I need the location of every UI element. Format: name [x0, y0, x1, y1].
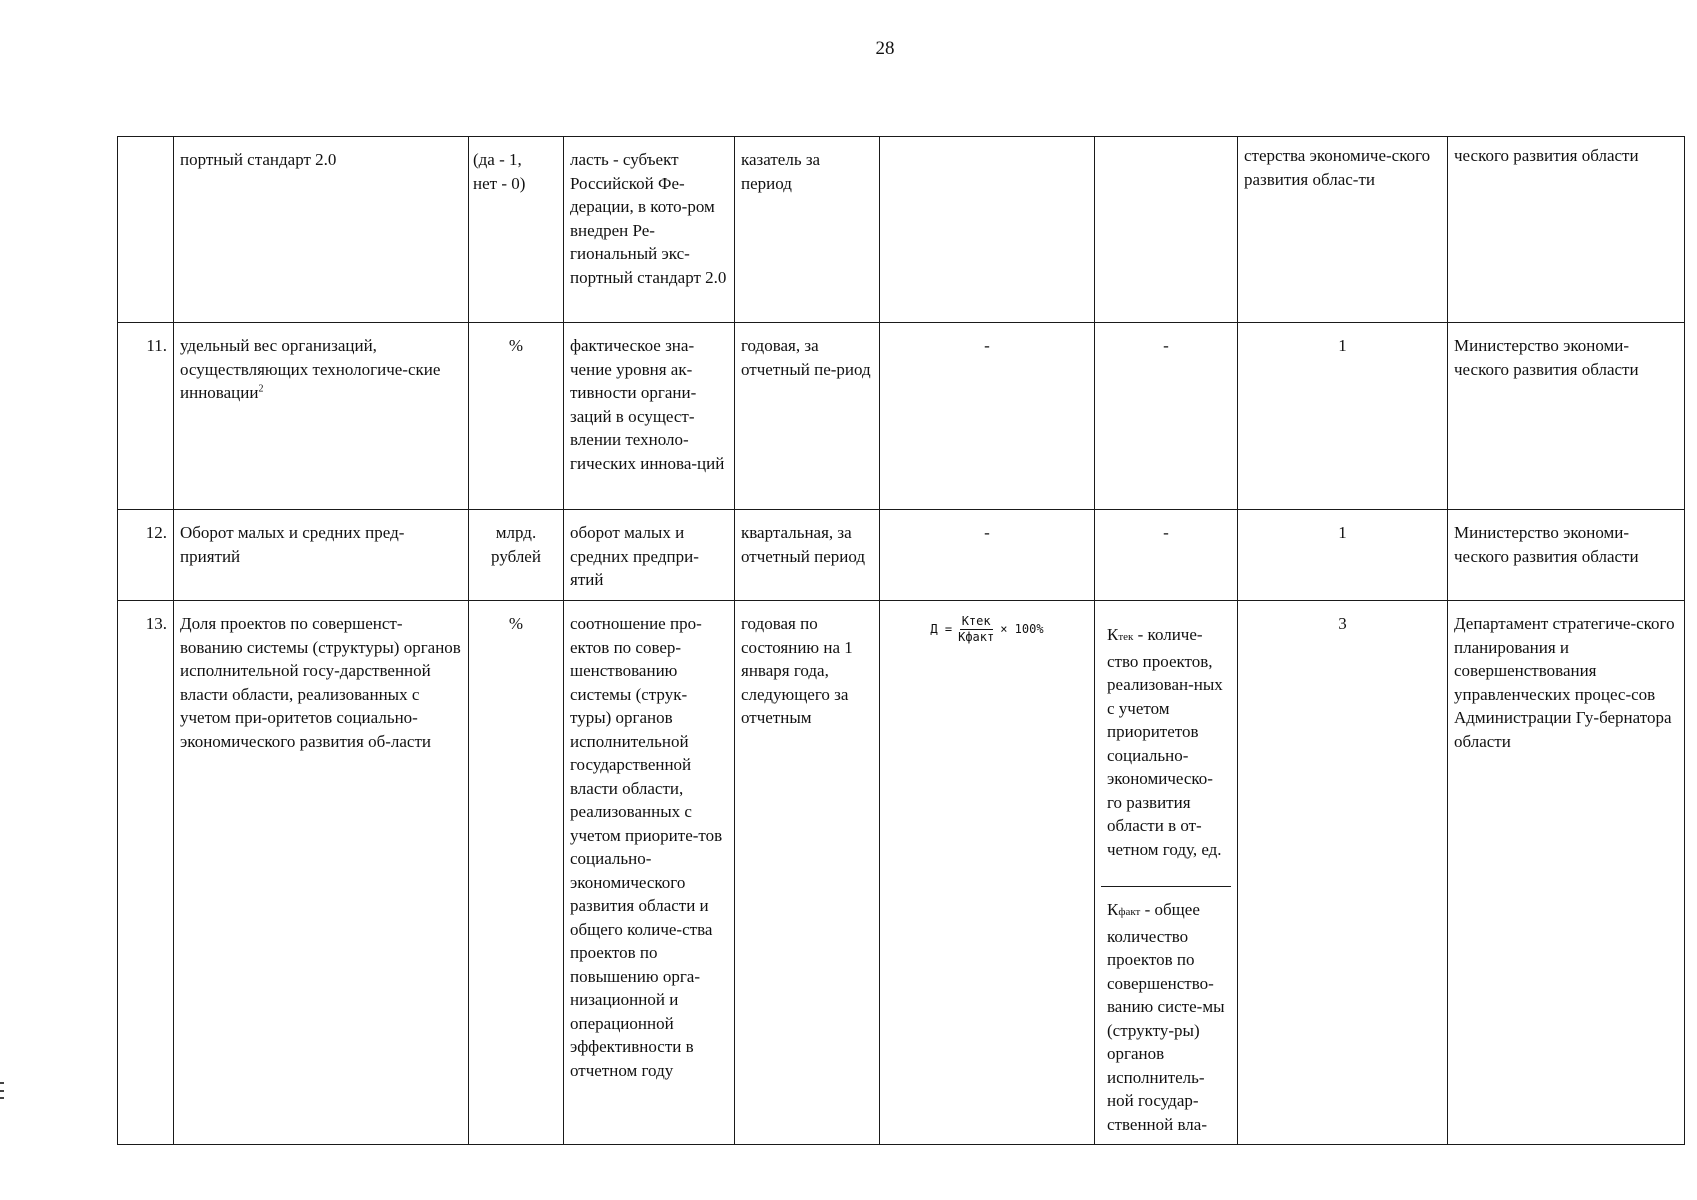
table-row [118, 137, 1685, 323]
indicator-name: портный стандарт 2.0 [174, 137, 469, 323]
data-method: 1 [1238, 323, 1448, 510]
periodicity: квартальная, за отчетный период [735, 510, 880, 601]
definition: соотношение про-ектов по совер-шенствованию системы (струк-туры) органов исполнительной государственной власти области, реализованных с учетом приорите-тов социально-экономического развития области и общего количе-ства проектов по повышению орга-низационной и операционной эффективности в отчетном году [564, 601, 735, 1145]
indicators-table [117, 136, 1685, 1145]
responsible: Министерство экономи-ческого развития области [1448, 323, 1685, 510]
formula [880, 601, 1095, 1145]
row-number [118, 137, 174, 323]
unit: млрд. рублей [469, 510, 564, 601]
formula-numerator: Ктек [961, 614, 991, 628]
definition: фактическое зна-чение уровня ак-тивности органи-заций в осущест-влении техноло-гических иннова-ций [564, 323, 735, 510]
row-number: 12. [118, 510, 174, 601]
formula-fraction [956, 614, 996, 645]
indicator-name: Оборот малых и средних пред-приятий [174, 510, 469, 601]
data-method: стерства экономиче-ского развития облас-ти [1238, 137, 1448, 323]
periodicity: казатель за период [735, 137, 880, 323]
definition: ласть - субъект Российской Фе-дерации, в кото-ром внедрен Ре-гиональный экс-портный стандарт 2.0 [564, 137, 735, 323]
row-number: 11. [118, 323, 174, 510]
responsible: Департамент стратегиче-ского планирования и совершенствования управленческих процес-сов Администрации Гу-бернатора области [1448, 601, 1685, 1145]
table-row [118, 323, 1685, 510]
margin-mark [0, 1097, 4, 1099]
unit: % [469, 323, 564, 510]
margin-mark [0, 1090, 4, 1092]
calculation-formula [930, 614, 1043, 645]
basic-indicators [1095, 601, 1238, 1145]
table-row [118, 601, 1685, 1145]
indicator-name [174, 323, 469, 510]
responsible: Министерство экономи-ческого развития области [1448, 510, 1685, 601]
indicator-name: Доля проектов по совершенст-вованию системы (структуры) органов исполнительной госу-дарственной власти области, реализованных с учетом при-оритетов социально-экономического развития об-ласти [174, 601, 469, 1145]
periodicity: годовая по состоянию на 1 января года, следующего за отчетным [735, 601, 880, 1145]
indicator-name-text: удельный вес организаций, осуществляющих технологиче-ские инновации [180, 336, 441, 402]
periodicity: годовая, за отчетный пе-риод [735, 323, 880, 510]
formula-lhs: Д = [930, 621, 953, 636]
footnote-ref: 2 [258, 383, 264, 395]
margin-mark [0, 1082, 4, 1084]
formula: - [880, 323, 1095, 510]
basic-indicators [1095, 137, 1238, 323]
formula: - [880, 510, 1095, 601]
definition: оборот малых и средних предпри-ятий [564, 510, 735, 601]
basic-indicators: - [1095, 510, 1238, 601]
row-number: 13. [118, 601, 174, 1145]
unit: (да - 1, нет - 0) [469, 137, 564, 323]
data-method: 1 [1238, 510, 1448, 601]
basic-indicator-current: Ктек - количе-ство проектов, реализован-ных с учетом приоритетов социально-экономическо-го развития области в от-четном году, ед. [1101, 612, 1231, 887]
basic-indicators: - [1095, 323, 1238, 510]
formula-rhs: × 100% [1000, 621, 1044, 636]
formula [880, 137, 1095, 323]
basic-indicator-total: Кфакт - общее количество проектов по совершенство-ванию систе-мы (структу-ры) органов исполнитель-ной государ-ственной вла- [1107, 900, 1225, 1134]
unit: % [469, 601, 564, 1145]
formula-denominator: Кфакт [958, 630, 995, 644]
table-row [118, 510, 1685, 601]
page-number: 28 [875, 38, 895, 59]
data-method: 3 [1238, 601, 1448, 1145]
responsible: ческого развития области [1448, 137, 1685, 323]
